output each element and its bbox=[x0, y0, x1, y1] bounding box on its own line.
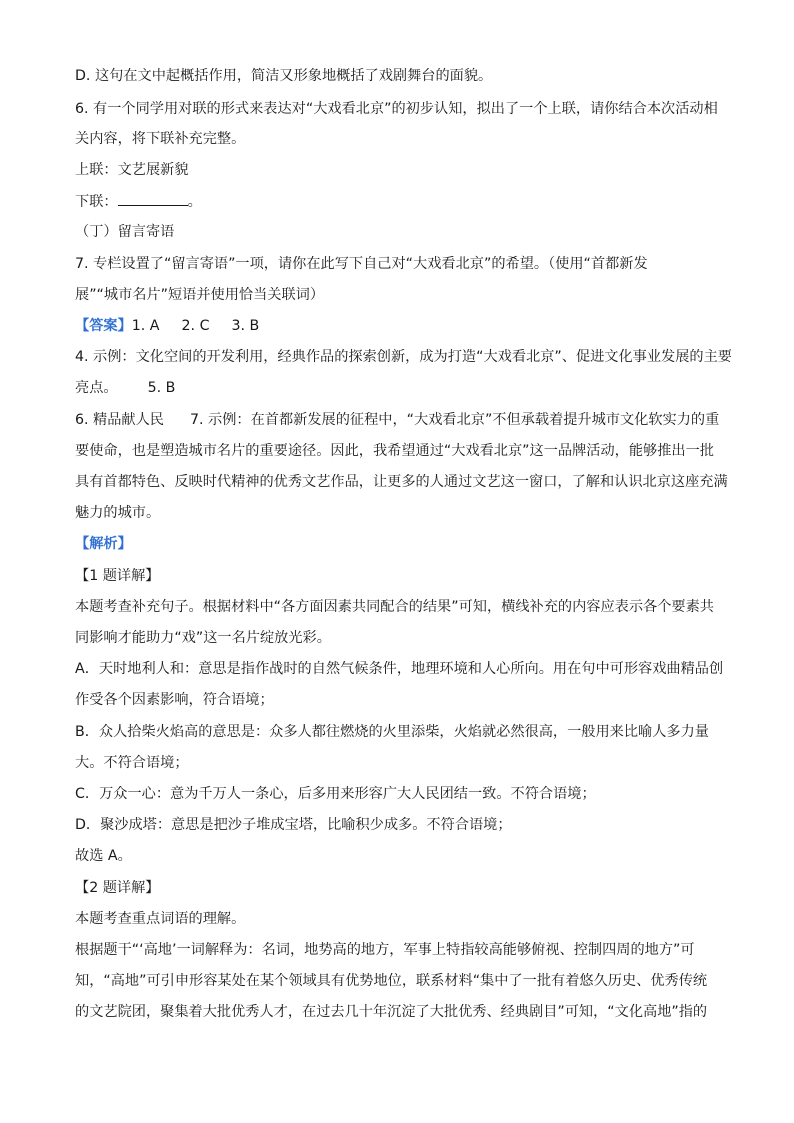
detail-1-option-b-cont: 大。不符合语境； bbox=[75, 755, 189, 771]
answer-7-cont-2: 具有首都特色、反映时代精神的优秀文艺作品，让更多的人通过文艺这一窗口，了解和认识北京这座充满 bbox=[75, 474, 728, 490]
detail-2-heading: 【2 题详解】 bbox=[75, 880, 160, 896]
question-7-text: 7. 专栏设置了“留言寄语”一项，请你在此写下自己对“大戏看北京”的希望。（使用“首都新发 bbox=[75, 256, 648, 272]
detail-1-text: 本题考查补充句子。根据材料中“各方面因素共同配合的结果”可知，横线补充的内容应表示各个要素共 bbox=[75, 599, 714, 615]
answer-5: 5. B bbox=[147, 380, 176, 396]
section-heading-ding: （丁）留言寄语 bbox=[75, 224, 175, 240]
detail-2-text-cont-2: 知，“高地”可引申形容某处在某个领域具有优势地位，联系材料“集中了一批有着悠久历史、优秀传统 bbox=[75, 973, 708, 989]
detail-1-option-c: C．万众一心：意为千万人一条心，后多用来形容广大人民团结一致。不符合语境； bbox=[75, 786, 596, 802]
analysis-label: 【解析】 bbox=[75, 536, 132, 552]
answer-6: 6. 精品献人民 bbox=[75, 412, 164, 428]
question-6-text: 6. 有一个同学用对联的形式来表达对“大戏看北京”的初步认知，拟出了一个上联，请你结合本次活动相 bbox=[75, 101, 718, 117]
answer-6-7 bbox=[75, 410, 719, 430]
detail-1-option-a: A．天时地利人和：意思是指作战时的自然气候条件，地理环境和人心所向。用在句中可形容戏曲精品创 bbox=[75, 661, 724, 677]
upper-couplet: 上联：文艺展新貌 bbox=[75, 162, 189, 178]
detail-2-text-cont-1: 根据题干“‘高地’一词解释为：名词，地势高的地方，军事上特指较高能够俯视、控制四周的地方”可 bbox=[75, 942, 695, 958]
detail-1-option-d: D．聚沙成塔：意思是把沙子堆成宝塔，比喻积少成多。不符合语境； bbox=[75, 817, 512, 833]
answer-blank[interactable] bbox=[118, 191, 188, 206]
answer-7-start: 7. 示例：在首都新发展的征程中，“大戏看北京”不但承载着提升城市文化软实力的重 bbox=[189, 412, 720, 428]
detail-1-heading: 【1 题详解】 bbox=[75, 568, 160, 584]
question-6-text-cont: 关内容，将下联补充完整。 bbox=[75, 131, 246, 147]
lower-couplet-label: 下联： bbox=[75, 194, 118, 210]
detail-1-conclusion: 故选 A。 bbox=[75, 848, 132, 864]
detail-2-text: 本题考查重点词语的理解。 bbox=[75, 911, 246, 927]
answer-label: 【答案】 bbox=[75, 318, 132, 334]
answer-4-5 bbox=[75, 378, 175, 398]
detail-1-option-a-cont: 作受各个因素影响，符合语境； bbox=[75, 692, 274, 708]
answer-7-cont-1: 要使命，也是塑造城市名片的重要途径。因此，我希望通过“大戏看北京”这一品牌活动，能够推出一批 bbox=[75, 443, 714, 459]
answer-3: 3. B bbox=[231, 318, 260, 334]
answer-4-text: 4. 示例：文化空间的开发利用，经典作品的探索创新，成为打造“大戏看北京”、促进文化事业发展的主要 bbox=[75, 349, 732, 365]
answer-7-cont-3: 魅力的城市。 bbox=[75, 505, 161, 521]
detail-1-option-b: B．众人拾柴火焰高的意思是：众多人都往燃烧的火里添柴，火焰就必然很高，一般用来比喻人多力量 bbox=[75, 724, 709, 740]
question-7-text-cont: 展”“城市名片”短语并使用恰当关联词） bbox=[75, 287, 325, 303]
detail-2-text-cont-3: 的文艺院团，聚集着大批优秀人才，在过去几十年沉淀了大批优秀、经典剧目”可知，“文化高地”指的 bbox=[75, 1004, 708, 1020]
lower-couplet bbox=[75, 191, 202, 212]
answer-1: 1. A bbox=[131, 318, 160, 334]
answer-2: 2. C bbox=[181, 318, 210, 334]
detail-1-text-cont: 同影响才能助力“戏”这一名片绽放光彩。 bbox=[75, 630, 331, 646]
answer-4-end: 亮点。 bbox=[75, 380, 118, 396]
lower-couplet-end: 。 bbox=[187, 194, 202, 210]
answer-line bbox=[75, 316, 259, 336]
option-d-text: D. 这句在文中起概括作用，简洁又形象地概括了戏剧舞台的面貌。 bbox=[75, 68, 493, 84]
